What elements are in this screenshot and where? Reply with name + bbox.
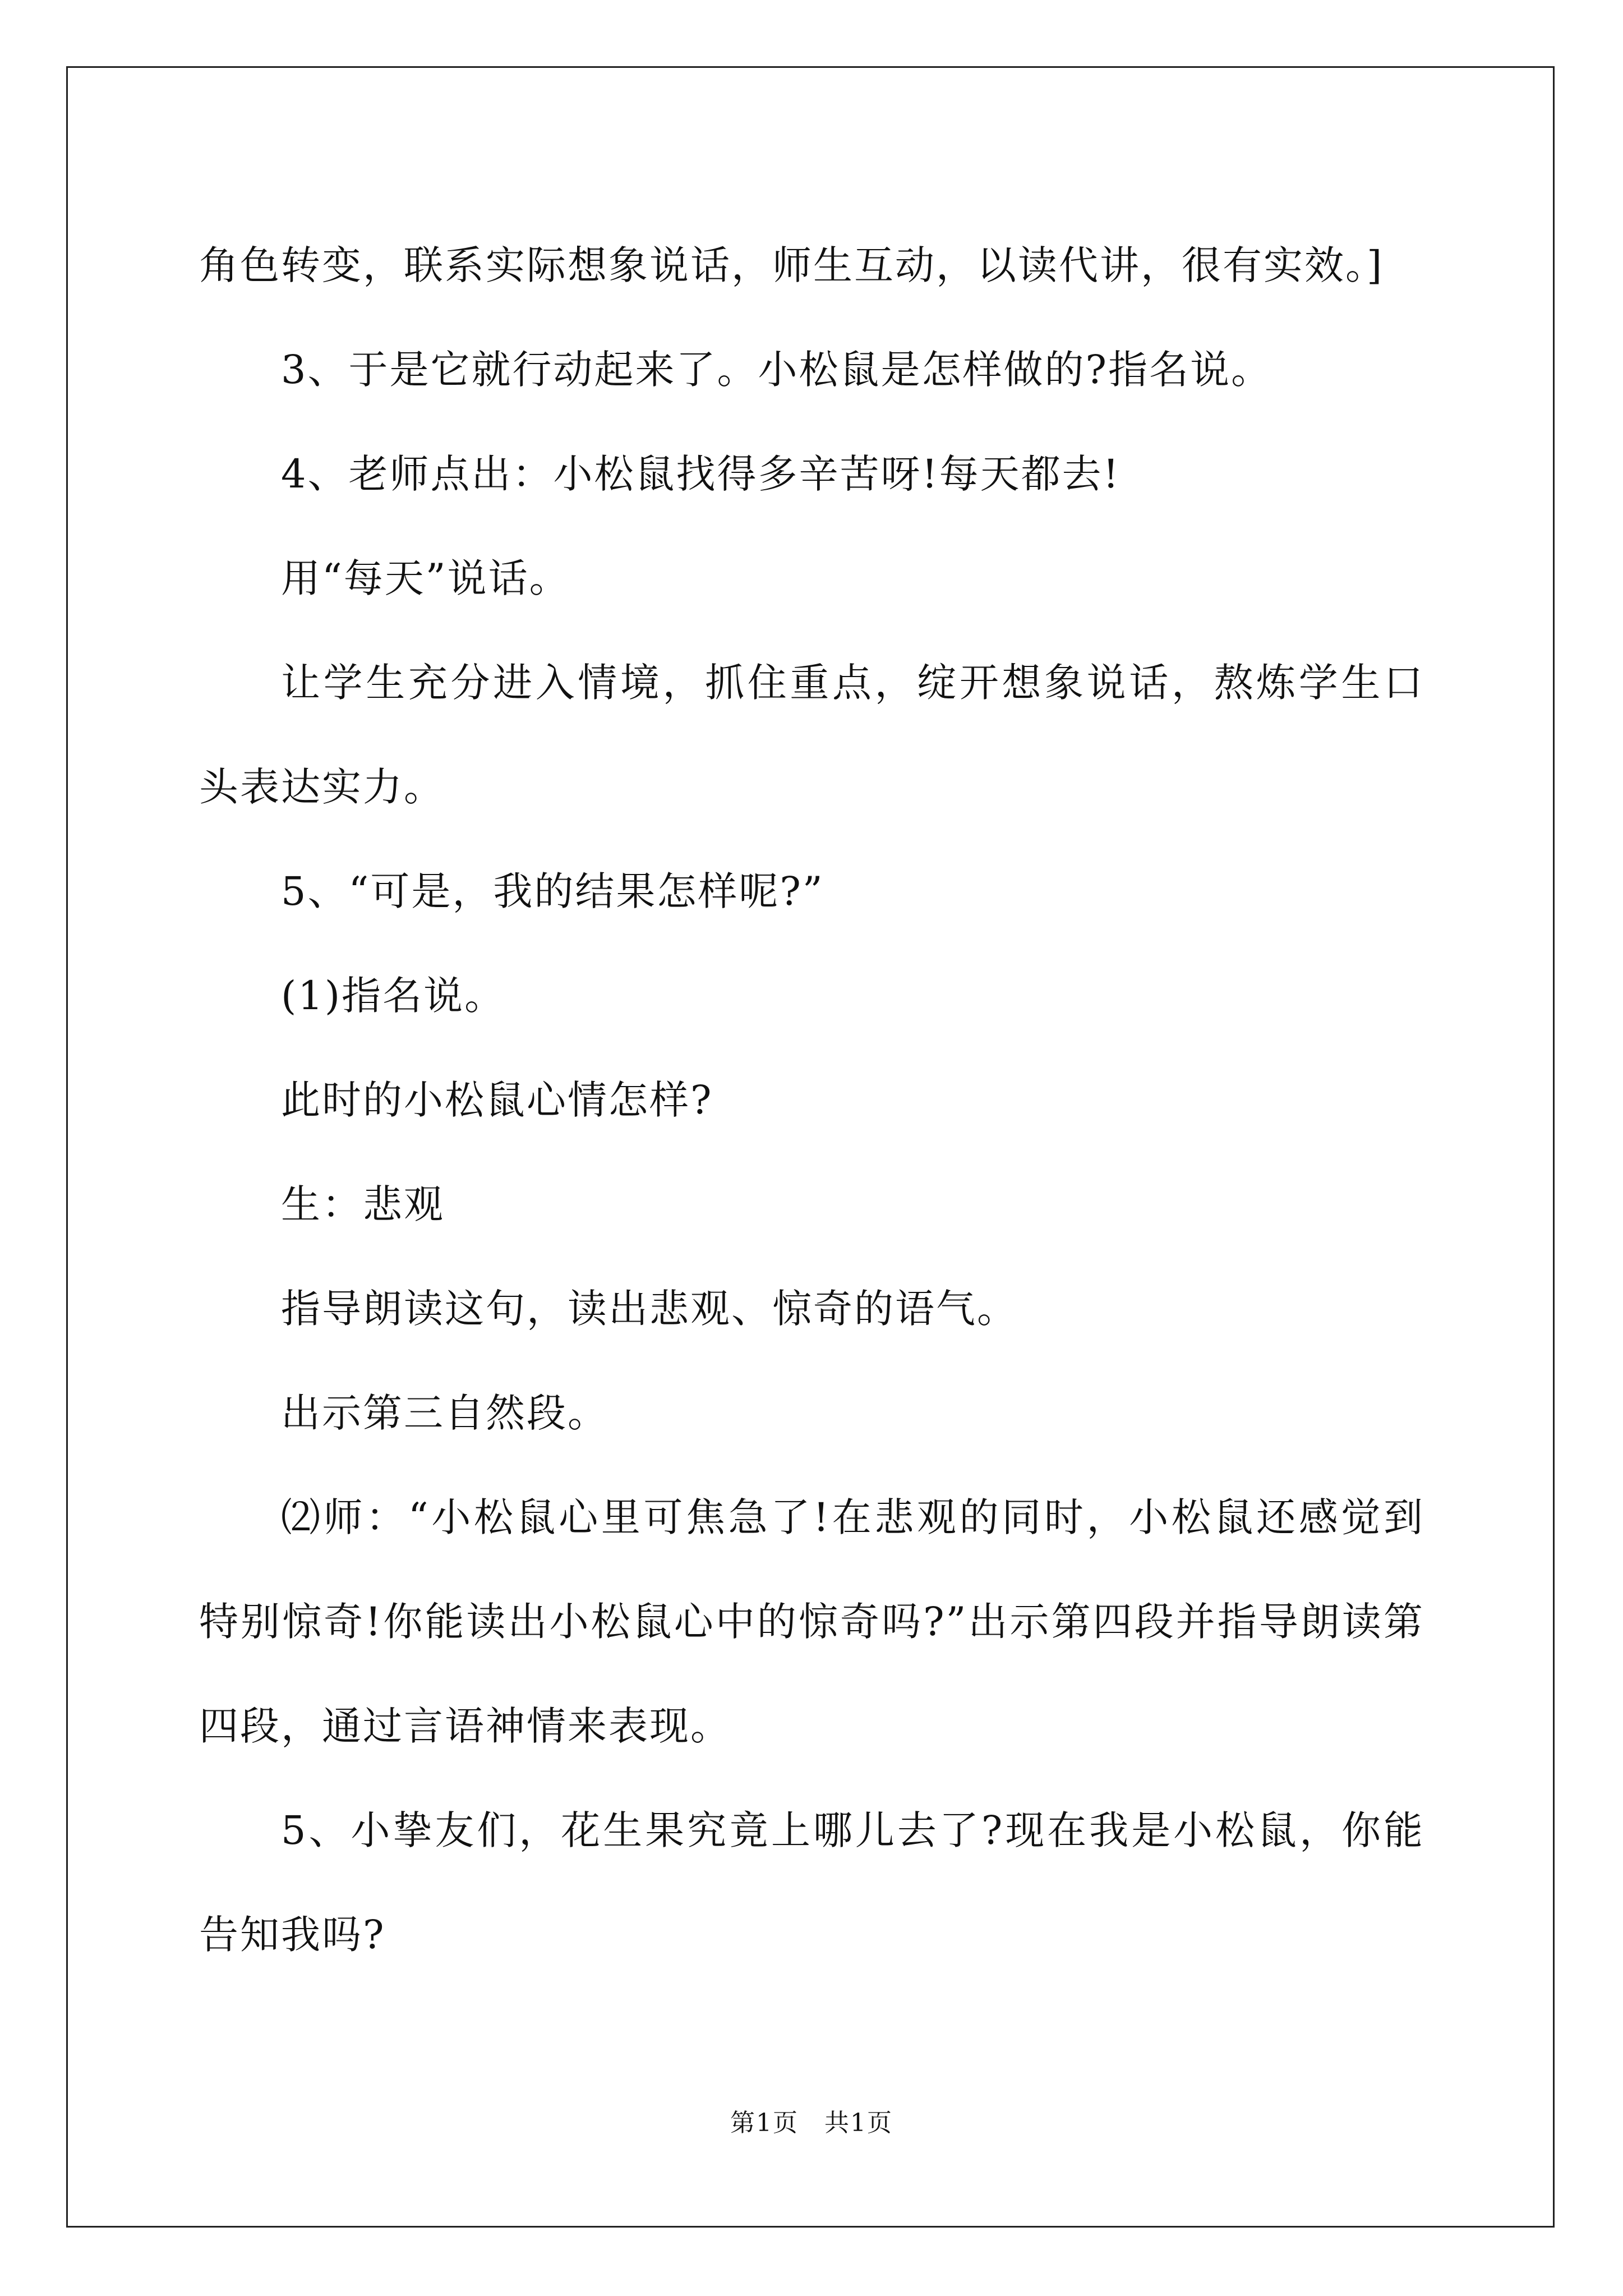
paragraph-1: 角色转变，联系实际想象说话，师生互动，以读代讲，很有实效。] [199,242,1384,288]
paragraph-9: 生：悲观 [281,1181,445,1227]
paragraph-4: 用“每天”说话。 [281,555,570,601]
page-footer: 第1页 共1页 [730,2109,893,2137]
document-body [199,213,1424,1987]
paragraph-6: 5、“可是，我的结果怎样呢?” [281,868,824,914]
paragraph-3: 4、老师点出：小松鼠找得多辛苦呀!每天都去! [281,451,1121,497]
paragraph-2: 3、于是它就行动起来了。小松鼠是怎样做的?指名说。 [281,347,1272,393]
paragraph-12: ⑵师：“小松鼠心里可焦急了!在悲观的同时，小松鼠还感觉到特别惊奇!你能读出小松鼠心中的惊奇吗?”出示第四段并指导朗读第四段，通过言语神情来表现。 [199,1494,1424,1749]
paragraph-8: 此时的小松鼠心情怎样? [281,1077,713,1123]
paragraph-13: 5、小挚友们，花生果究竟上哪儿去了?现在我是小松鼠，你能告知我吗? [199,1807,1424,1958]
paragraph-10: 指导朗读这句，读出悲观、惊奇的语气。 [281,1286,1018,1332]
paragraph-5: 让学生充分进入情境，抓住重点，绽开想象说话，熬炼学生口头表达实力。 [199,660,1424,810]
paragraph-7: (1)指名说。 [281,973,506,1019]
paragraph-11: 出示第三自然段。 [281,1390,608,1436]
